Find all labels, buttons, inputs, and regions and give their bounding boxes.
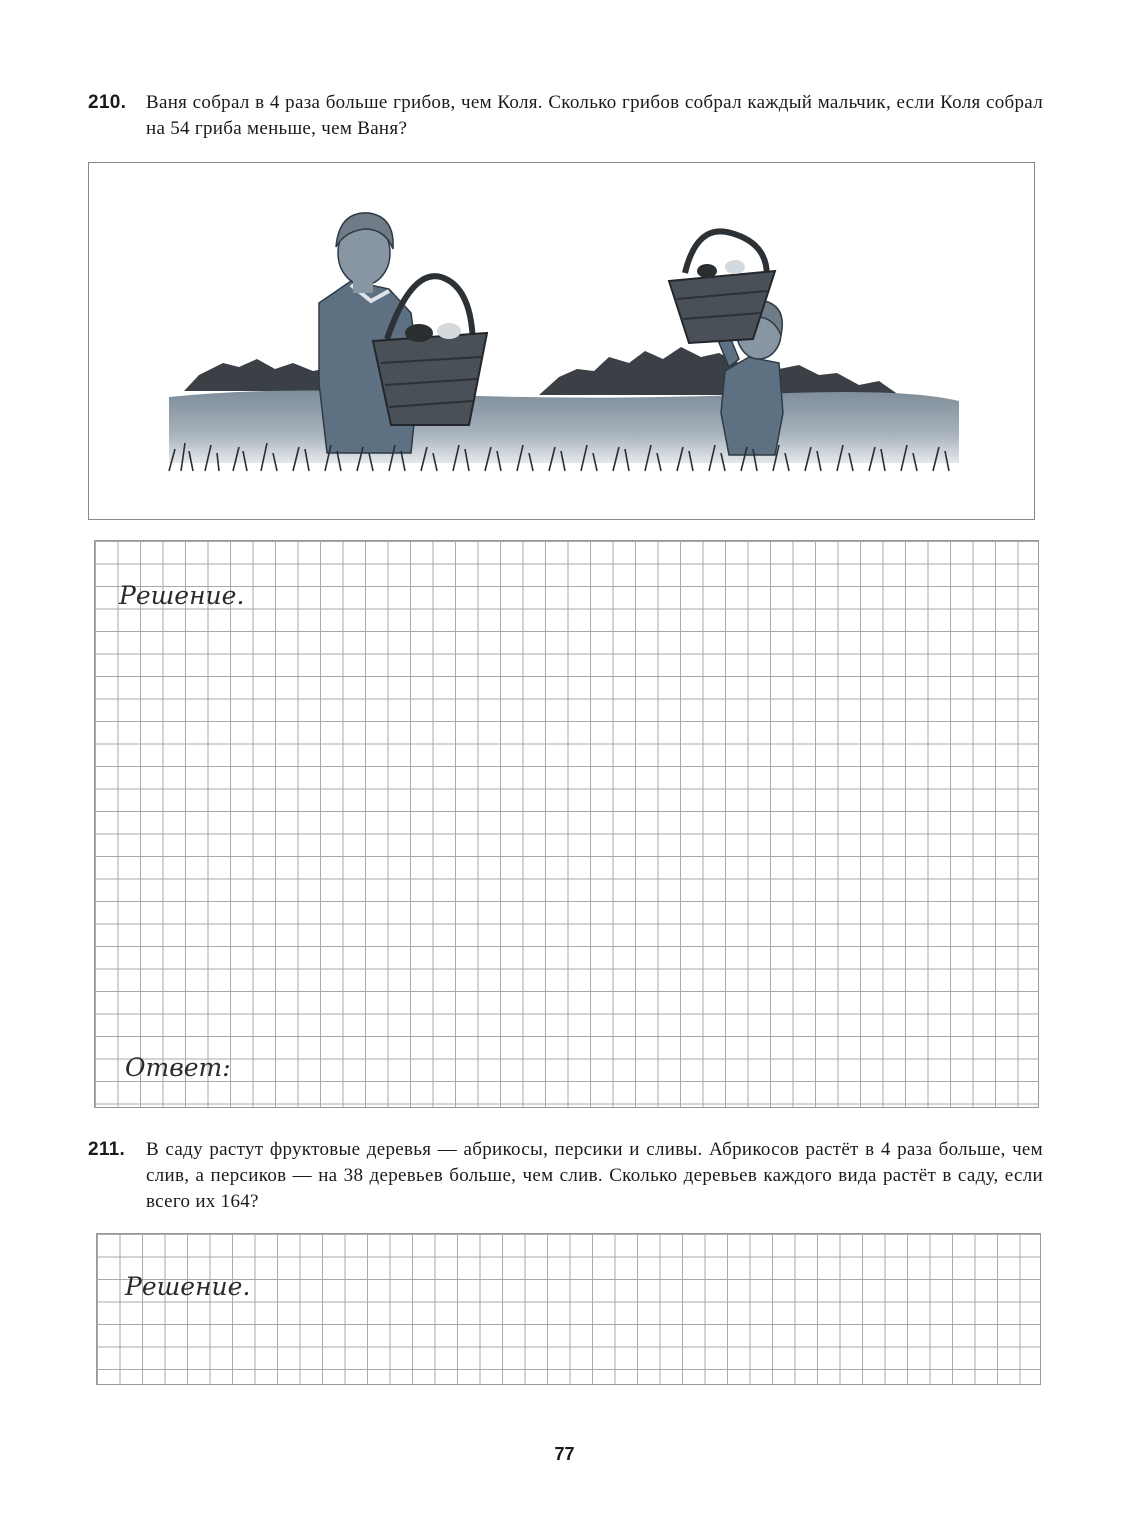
task-210 [88, 90, 1043, 142]
ground [169, 390, 959, 463]
answer-grid-211[interactable] [96, 1233, 1041, 1385]
answer-grid-210[interactable] [94, 540, 1039, 1108]
illustration-svg [89, 163, 1034, 519]
task-text: В саду растут фруктовые деревья — абрикосы, персики и сливы. Абрикосов растёт в 4 раза больше, чем слив, а персиков — на 38 деревьев больше, чем слив. Сколько деревьев каждого вида растёт в саду, если всего их 164? [146, 1139, 1043, 1212]
solution-label: Решение. [125, 1272, 251, 1301]
page-number: 77 [554, 1444, 575, 1464]
bushes-right [539, 347, 899, 395]
task-text: Ваня собрал в 4 раза больше грибов, чем Коля. Сколько грибов собрал каждый мальчик, если Коля собрал на 54 гриба меньше, чем Ваня? [146, 92, 1043, 139]
illustration-boys-with-baskets [88, 162, 1035, 520]
answer-label: Ответ: [125, 1053, 231, 1082]
task-number: 211. [88, 1139, 126, 1160]
solution-label: Решение. [119, 581, 245, 610]
task-number: 210. [88, 92, 127, 113]
task-211 [88, 1137, 1043, 1215]
